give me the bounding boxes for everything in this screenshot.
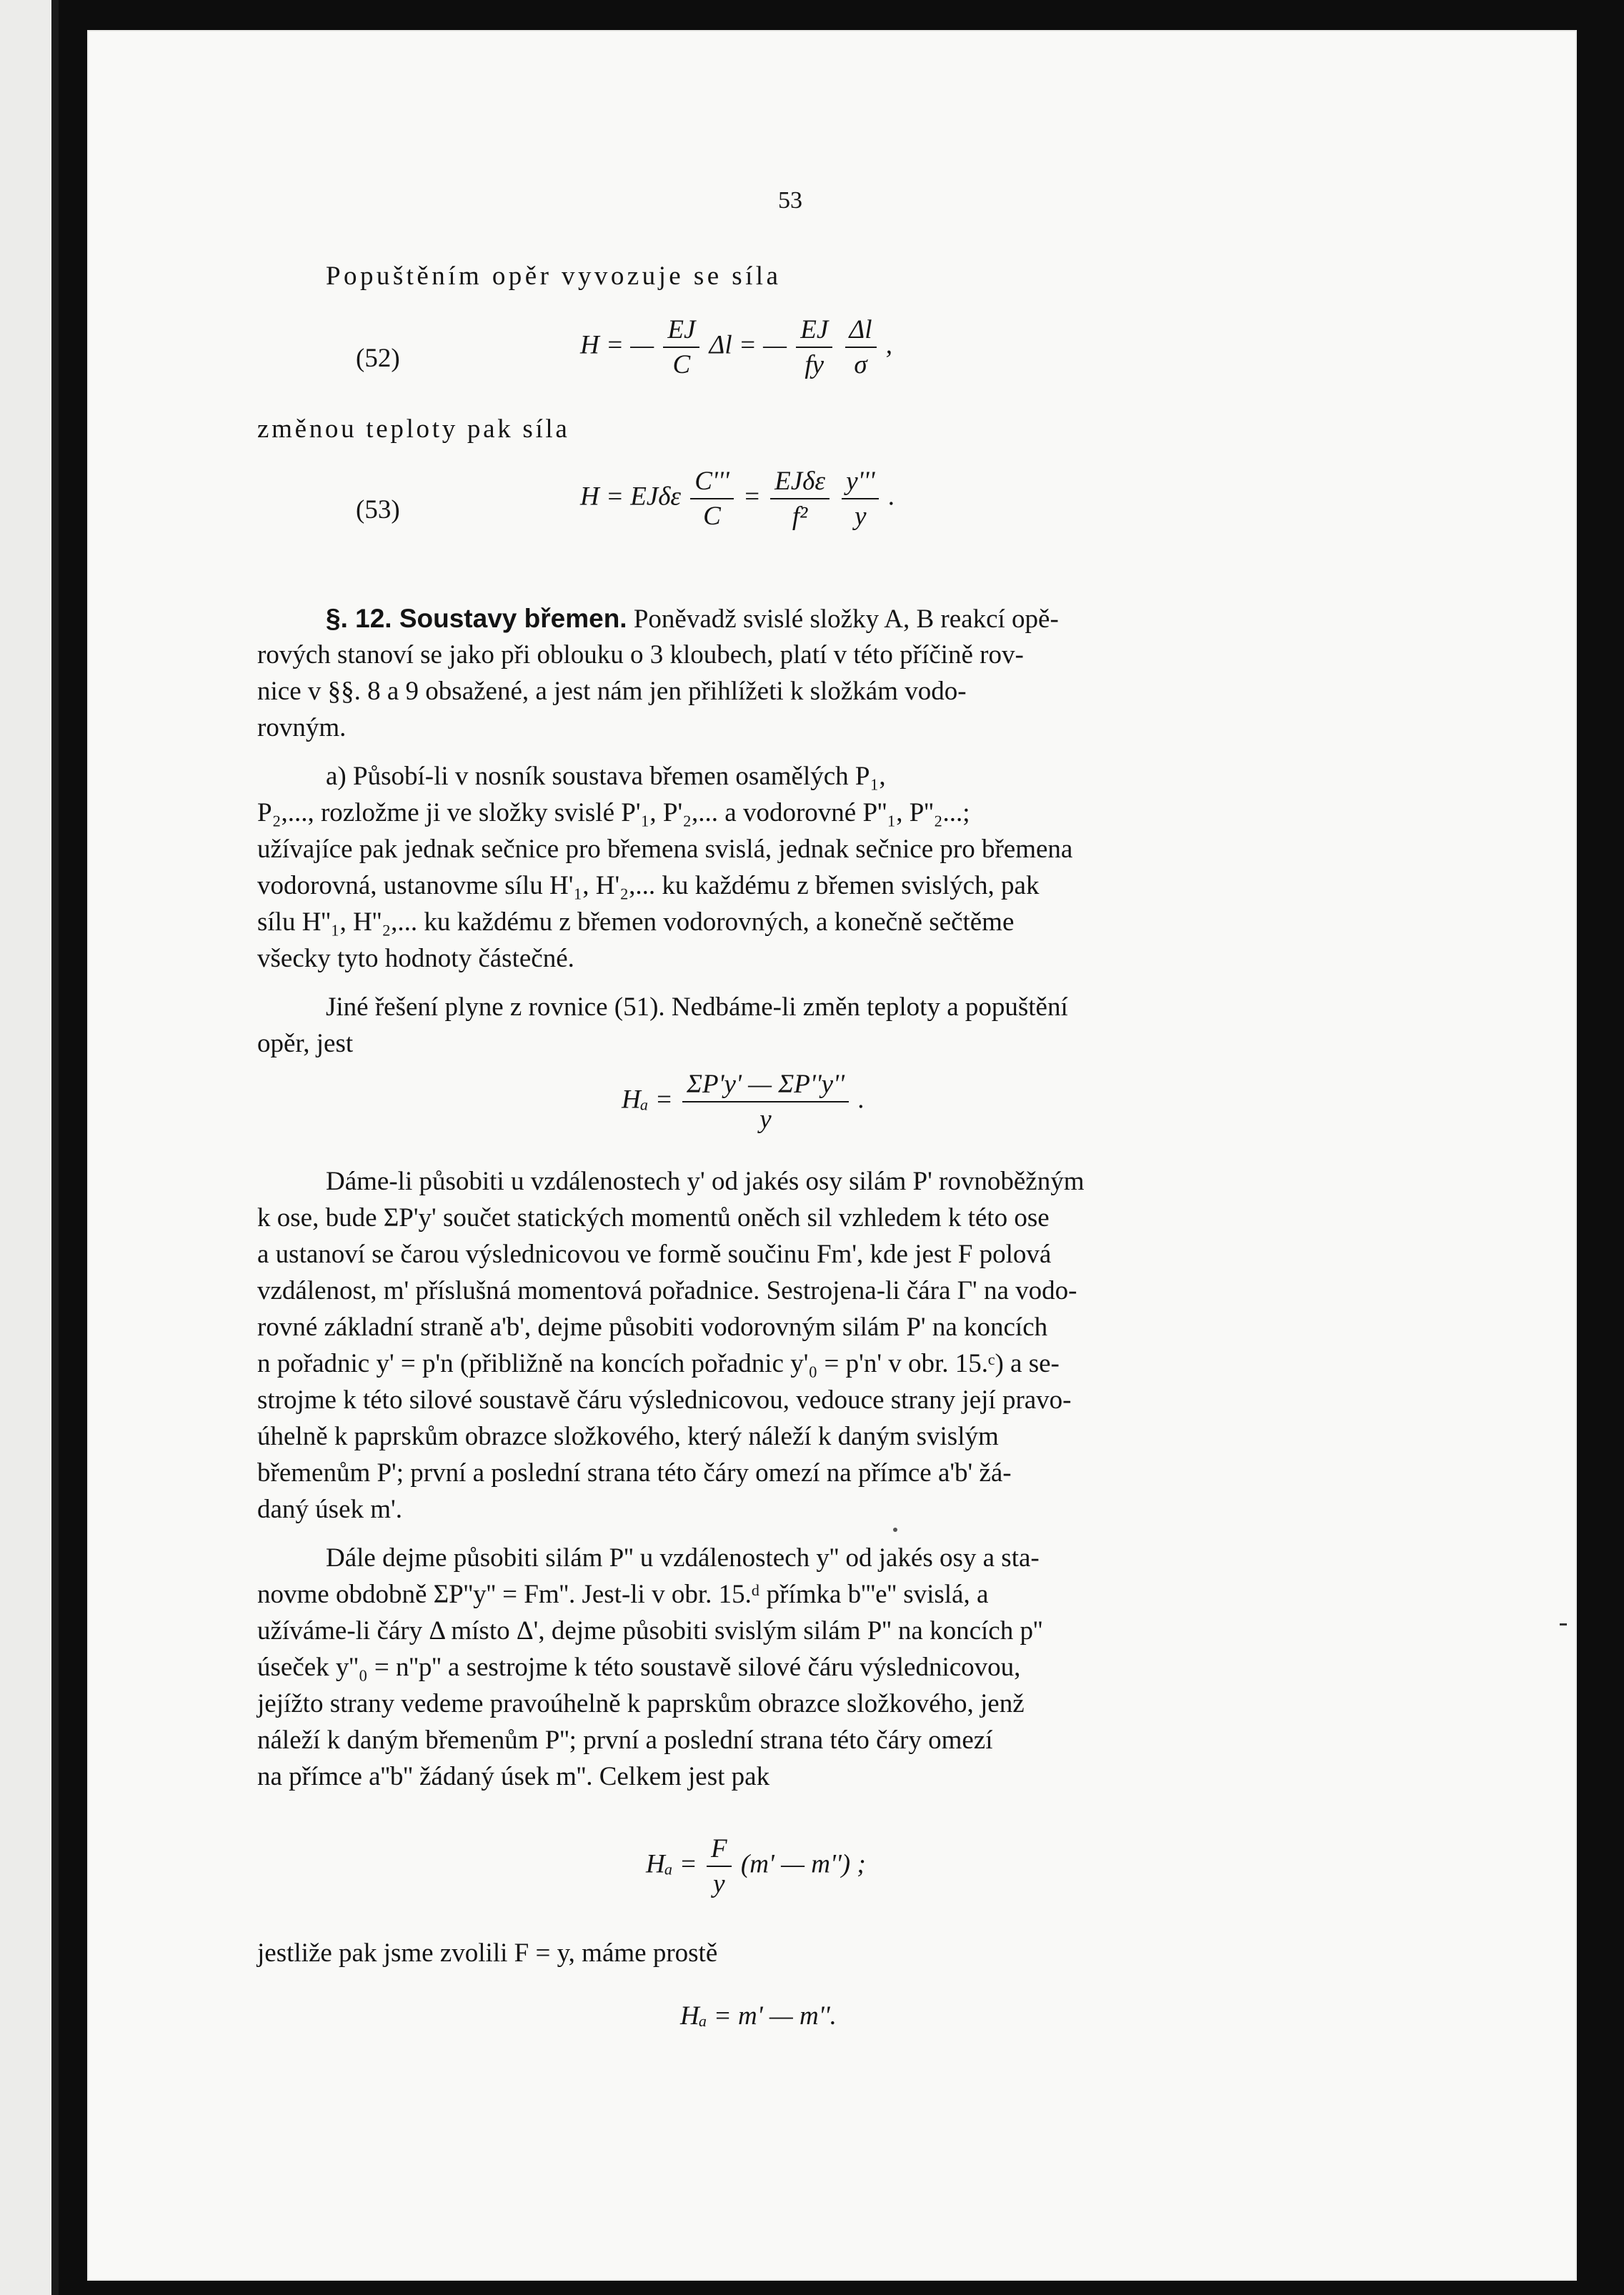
eq53-frac1: $\frac{C'''}{C}$ bbox=[690, 466, 733, 532]
eq53-frac2: $\frac{\text{EJδε}}{\text{f²}}$ bbox=[770, 466, 830, 532]
eq-ha-1 bbox=[622, 1069, 865, 1135]
eq53-tail: . bbox=[888, 482, 895, 512]
para-dale-line-2: novme obdobně ΣP''y'' = Fm''. Jest-li v obr. 15.ᵈ přímka b'''e'' svislá, a bbox=[257, 1580, 989, 1609]
eq53-number: (53) bbox=[356, 495, 400, 524]
para-other-line-2: opěr, jest bbox=[257, 1029, 354, 1058]
eq53-mid: = bbox=[742, 482, 761, 512]
eq52-lhs: H = — bbox=[580, 330, 654, 360]
eq-ha-3: Hₐ = m' — m''. bbox=[680, 2001, 837, 2031]
eq53-frac3: $\frac{y'''}{y}$ bbox=[842, 466, 879, 532]
eq52 bbox=[580, 314, 892, 380]
ink-speck bbox=[893, 1528, 897, 1532]
last-line: jestliže pak jsme zvolili F = y, máme prostě bbox=[257, 1938, 718, 1968]
para-a-line-4: vodorovná, ustanovme sílu H'₁, H'₂,... ku každému z břemen svislých, pak bbox=[257, 871, 1040, 900]
eq52-frac1: $\frac{EJ}{C}$ bbox=[663, 314, 699, 380]
para-a-line-5: sílu H''₁, H''₂,... ku každému z břemen vodorovných, a konečně sečtěme bbox=[257, 907, 1015, 937]
section12-heading: §. 12. Soustavy břemen. bbox=[326, 604, 627, 633]
eq52-tail: , bbox=[885, 330, 893, 360]
para-a-line-6: všecky tyto hodnoty částečné. bbox=[257, 944, 574, 973]
eq-ha-2 bbox=[646, 1833, 866, 1899]
intro-line: Popuštěním opěr vyvozuje se síla bbox=[326, 262, 782, 291]
eq-ha-2-frac: $\frac{F}{y}$ bbox=[707, 1833, 732, 1899]
para-dale-line-1: Dále dejme působiti silám P'' u vzdálenostech y'' od jakés osy a sta- bbox=[326, 1543, 1040, 1573]
section12-line-1: Poněvadž svislé složky A, B reakcí opě- bbox=[633, 604, 1059, 634]
eq52-frac2: $\frac{EJ}{fy}$ bbox=[796, 314, 832, 380]
para-dame-line-7: strojme k této silové soustavě čáru výslednicovou, vedouce strany její pravo- bbox=[257, 1385, 1072, 1415]
para-other-line-1: Jiné řešení plyne z rovnice (51). Nedbáme-li změn teploty a popuštění bbox=[326, 992, 1068, 1022]
para-a-line-2: P₂,..., rozložme ji ve složky svislé P'₁, P'₂,... a vodorovné P''₁, P''₂...; bbox=[257, 798, 970, 827]
eq-ha-2-lhs: Hₐ = bbox=[646, 1849, 697, 1879]
para-dame-line-4: vzdálenost, m' příslušná momentová pořadnice. Sestrojena-li čára Γ' na vodo- bbox=[257, 1276, 1077, 1305]
para-dale-line-3: užíváme-li čáry Δ místo Δ', dejme působiti svislým silám P'' na koncích p'' bbox=[257, 1616, 1043, 1646]
eq-ha-1-tail: . bbox=[858, 1085, 865, 1115]
para-dale-line-7: na přímce a''b'' žádaný úsek m''. Celkem jest pak bbox=[257, 1762, 770, 1791]
section12-line-3: nice v §§. 8 a 9 obsažené, a jest nám jen přihlížeti k složkám vodo- bbox=[257, 677, 967, 706]
section12-line-2: rových stanoví se jako při oblouku o 3 kloubech, platí v této příčině rov- bbox=[257, 640, 1024, 669]
previous-page-edge bbox=[0, 0, 51, 2295]
eq53-lhs: H = EJδε bbox=[580, 482, 681, 512]
margin-mark bbox=[1560, 1623, 1567, 1626]
para-a-line-3: užívajíce pak jednak sečnice pro břemena svislá, jednak sečnice pro břemena bbox=[257, 835, 1073, 864]
eq53 bbox=[580, 466, 895, 532]
para-dame-line-10: daný úsek m'. bbox=[257, 1495, 402, 1524]
page-number: 53 bbox=[778, 187, 802, 214]
eq52-frac3: $\frac{\Delta l}{\sigma}$ bbox=[845, 314, 877, 380]
para-a-line-1: a) Působí-li v nosník soustava břemen osamělých P₁, bbox=[326, 762, 886, 791]
temperature-line: změnou teploty pak síla bbox=[257, 414, 570, 444]
eq-ha-1-frac: $\frac{\Sigma P'y' — \Sigma P''y''}{y}$ bbox=[682, 1069, 849, 1135]
para-dale-line-4: úseček y''₀ = n''p'' a sestrojme k této soustavě silové čáru výslednicovou, bbox=[257, 1653, 1021, 1682]
eq-ha-1-lhs: Hₐ = bbox=[622, 1085, 673, 1115]
para-dame-line-9: břemenům P'; první a poslední strana této čáry omezí na přímce a'b' žá- bbox=[257, 1458, 1012, 1488]
eq-ha-2-tail: (m' — m'') ; bbox=[740, 1849, 866, 1879]
para-dame-line-1: Dáme-li působiti u vzdálenostech y' od jakés osy silám P' rovnoběžným bbox=[326, 1167, 1085, 1196]
para-dame-line-3: a ustanoví se čarou výslednicovou ve formě součinu Fm', kde jest F polová bbox=[257, 1240, 1052, 1269]
eq52-number: (52) bbox=[356, 344, 400, 373]
para-dame-line-2: k ose, bude ΣP'y' součet statických momentů oněch sil vzhledem k této ose bbox=[257, 1203, 1050, 1233]
para-dale-line-5: jejížto strany vedeme pravoúhelně k paprskům obrazce složkového, jenž bbox=[257, 1689, 1025, 1718]
page-gutter bbox=[51, 0, 59, 2295]
section12-line-4: rovným. bbox=[257, 713, 347, 742]
eq52-mid: Δl = — bbox=[709, 330, 787, 360]
para-dame-line-6: n pořadnic y' = p'n (přibližně na koncích pořadnic y'₀ = p'n' v obr. 15.ᶜ) a se- bbox=[257, 1349, 1060, 1378]
section12-first-line bbox=[326, 600, 1330, 637]
para-dale-line-6: náleží k daným břemenům P''; první a poslední strana této čáry omezí bbox=[257, 1726, 993, 1755]
para-dame-line-8: úhelně k paprskům obrazce složkového, který náleží k daným svislým bbox=[257, 1422, 999, 1451]
para-dame-line-5: rovné základní straně a'b', dejme působiti vodorovným silám P' na koncích bbox=[257, 1313, 1048, 1342]
